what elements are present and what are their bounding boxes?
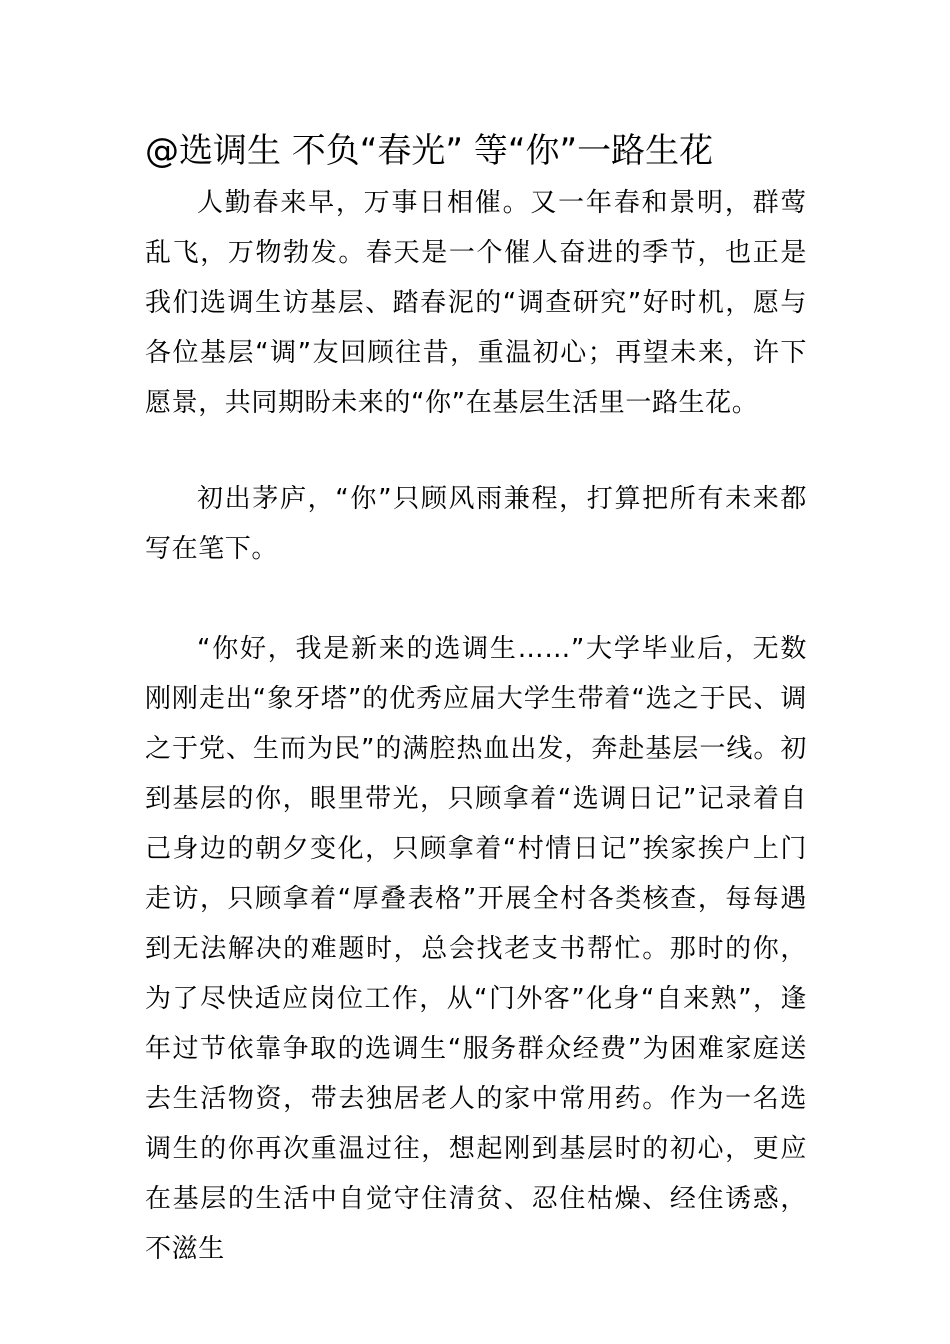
paragraph-heading-1: 初出茅庐，“你”只顾风雨兼程，打算把所有未来都写在笔下。 — [145, 484, 807, 564]
paragraph-body-1: “你好，我是新来的选调生……”大学毕业后，无数刚刚走出“象牙塔”的优秀应届大学生带着“选之于民、调之于党、生而为民”的满腔热血出发，奔赴基层一线。初到基层的你，眼里带光，只顾拿着“选调日记”记录着自己身边的朝夕变化，只顾拿着“村情日记”挨家挨户上门走访，只顾拿着“厚叠表格”开展全村各类核查，每每遇到无法解决的难题时，总会找老支书帮忙。那时的你，为了尽快适应岗位工作，从“门外客”化身“自来熟”，逢年过节依靠争取的选调生“服务群众经费”为困难家庭送去生活物资，带去独居老人的家中常用药。作为一名选调生的你再次重温过往，想起刚到基层时的初心，更应在基层的生活中自觉守住清贫、忍住枯燥、经住诱惑，不滋生 — [145, 634, 807, 1264]
paragraph-intro: 人勤春来早，万事日相催。又一年春和景明，群莺乱飞，万物勃发。春天是一个催人奋进的季节，也正是我们选调生访基层、踏春泥的“调查研究”好时机，愿与各位基层“调”友回顾往昔，重温初心；再望未来，许下愿景，共同期盼未来的“你”在基层生活里一路生花。 — [145, 188, 807, 418]
document-title: @选调生 不负“春光” 等“你”一路生花 — [145, 131, 714, 171]
